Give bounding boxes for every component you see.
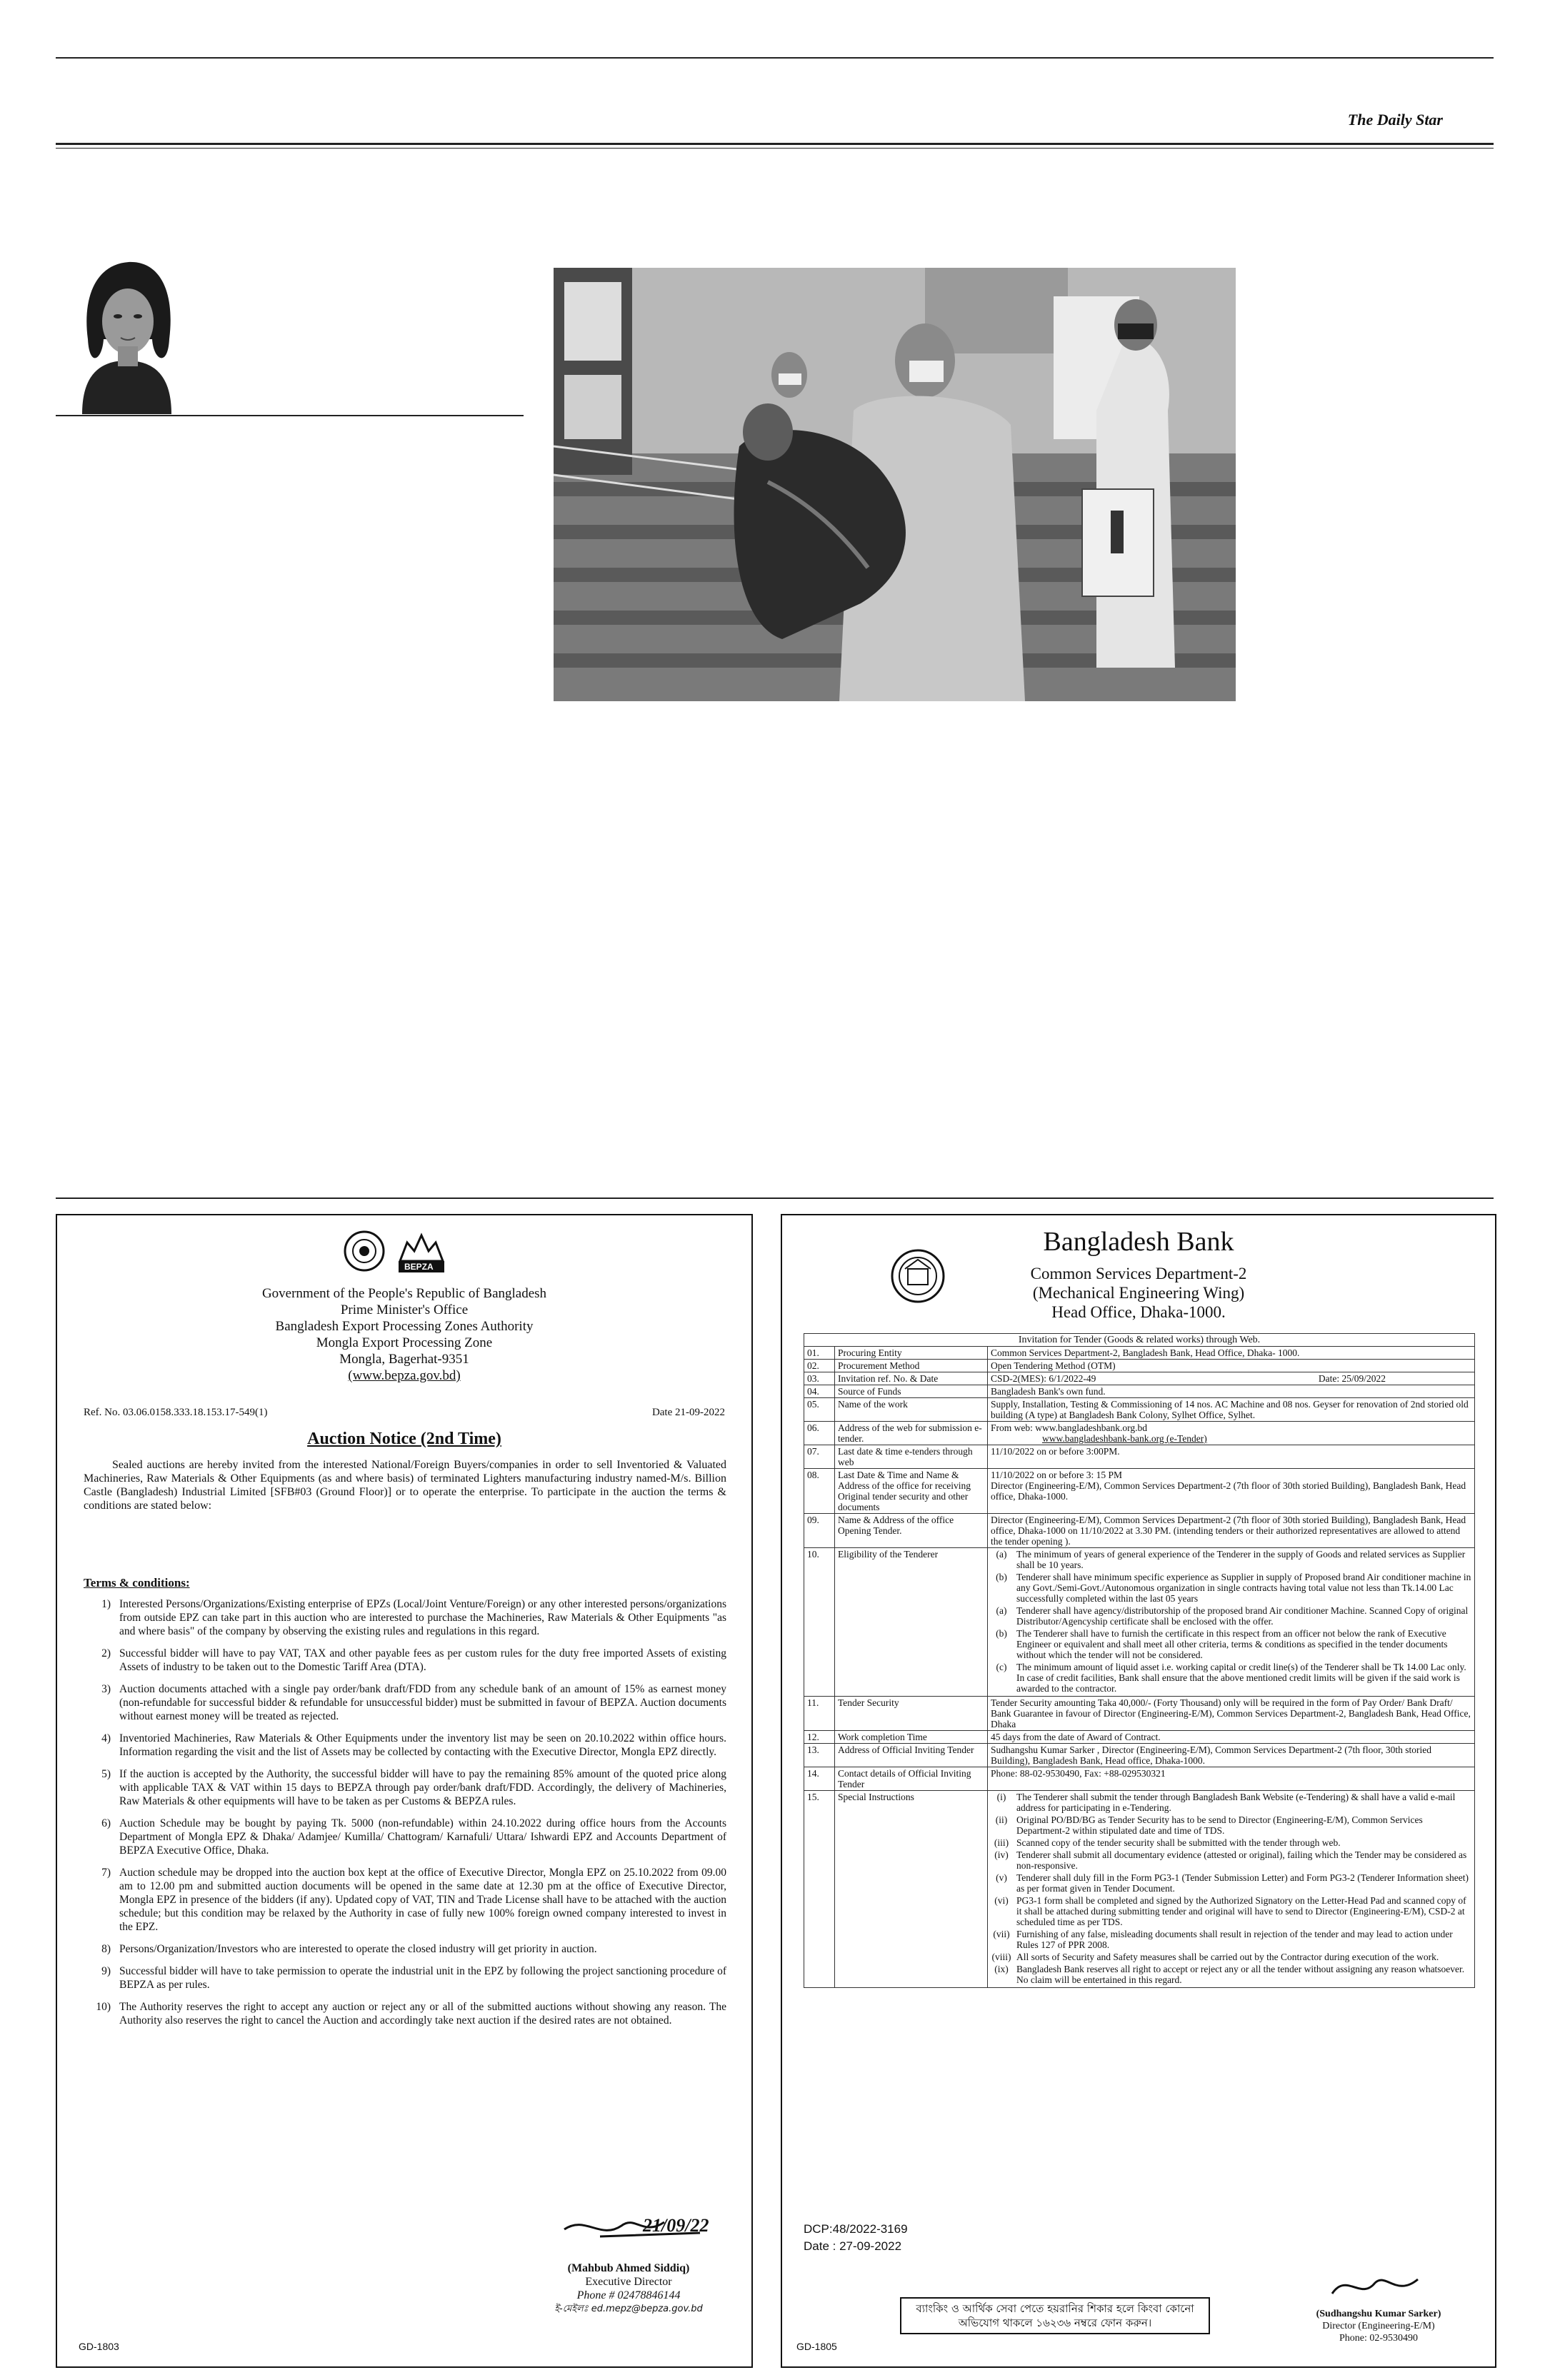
- section-rule: [56, 1197, 1494, 1199]
- term-item: 4) Inventoried Machineries, Raw Materials & Other Equipments under the inventory list may be seen on 20.10.2022 within office hours. Information regarding the visit and the list of Assets may be collected by contacting with the Executive Director, Mongla EPZ directly.: [101, 1732, 726, 1758]
- issuer-line-1: Government of the People's Republic of Bangladesh: [261, 1286, 547, 1301]
- term-item: 10) The Authority reserves the right to accept any auction or reject any or all of the submitted auctions without showing any reason. The Authority also reserves the right to cancel the Auction and accordingly take next auction if the desired rates are not obtained.: [96, 2001, 726, 2027]
- handwritten-signature: [557, 2201, 721, 2258]
- issuer-header: [57, 1285, 751, 1384]
- signer-title: Executive Director: [585, 2276, 672, 2288]
- table-row: 15. Special Instructions (i) The Tenderer shall submit the tender through Bangladesh Bank Website (e-Tendering) & shall have a valid e-mail address for participating in e-Tendering. (ii) Original PO/BD/BG as Tender Security has to be send to Director (Engineering-E/M), Common Services Department-2 within stipulated date and time of TDS. (iii) Scanned copy of the tender security shall be submitted with the tender through web. (iv) Tenderer shall submit all documentary evidence (attested or original), failing which the Tender may be considered as non-responsive. (v) Tenderer shall duly fill in the Form PG3-1 (Tender Submission Letter) and Form PG3-2 (Tenderer Information sheet) as per format given in Tender Document. (vi) PG3-1 form shall be completed and signed by the Authorized Signatory on the Letter-Head Pad and scanned copy of it shall be attached during submitting tender and original will have to send to Director (Engineering-E/M), CSD-2 at scheduled time as per TDS. (vii) Furnishing of any false, misleading documents shall result in rejection of the tender and may lead to action under Rules 127 of PPR 2008. (viii) All sorts of Security and Safety measures shall be carried out by the Contractor during execution of the work. (ix) Bangladesh Bank reserves all right to accept or reject any or all the tender without assigning any reason whatsoever. No claim will be entertained in this regard.: [804, 1791, 1475, 1988]
- term-item: 8) Persons/Organization/Investors who are interested to operate the closed industry will get priority in auction.: [101, 1943, 597, 1955]
- bank-title: Bangladesh Bank: [1043, 1227, 1234, 1257]
- terms-heading: Terms & conditions:: [84, 1576, 190, 1590]
- signer-phone: Phone: 02-9530490: [1339, 2333, 1419, 2344]
- masthead-rule-1: [56, 143, 1494, 145]
- table-row: 04. Source of Funds Bangladesh Bank's own fund.: [804, 1385, 1475, 1398]
- eligibility-list: [991, 1549, 1471, 1694]
- term-item: 6) Auction Schedule may be bought by paying Tk. 5000 (non-refundable) within 24.10.2022 during office hours from the Accounts Department of Mongla EPZ & Dhaka/ Adamjee/ Kumilla/ Chattogram/ Karnafuli/ Uttara/ Ishwardi EPZ and Accounts Department of BEPZA Executive Office, Dhaka.: [101, 1817, 726, 1857]
- terms-list: [84, 1597, 726, 2036]
- list-item: (a) The minimum of years of general experience of the Tenderer in the supply of Goods and related services as Supplier shall be 10 years.: [996, 1549, 1466, 1570]
- notice-title: Auction Notice (2nd Time): [307, 1430, 501, 1448]
- bepza-logo-icon: [393, 1228, 450, 1275]
- masthead-rule-2: [56, 148, 1494, 149]
- list-item: (b) Tenderer shall have minimum specific experience as Supplier in supply of Proposed brand Air conditioner machine in any Govt./Semi-Govt./Autonomous organization in single contracts having total value not less than Tk.14.00 Lac successfully completed within the last 05 years: [996, 1572, 1471, 1604]
- web-address-link[interactable]: From web: www.bangladeshbank.org.bd: [991, 1422, 1147, 1433]
- table-row: 01. Procuring Entity Common Services Department-2, Bangladesh Bank, Head Office, Dhaka- 1000.: [804, 1347, 1475, 1360]
- signer-title: Director (Engineering-E/M): [1322, 2321, 1435, 2331]
- table-row: 10. Eligibility of the Tenderer (a) The minimum of years of general experience of the Tenderer in the supply of Goods and related services as Supplier shall be 10 years. (b) Tenderer shall have minimum specific experience as Supplier in supply of Proposed brand Air conditioner machine in any Govt./Semi-Govt./Autonomous organization in single contracts having total value not less than Tk.14.00 Lac successfully completed within the last 05 years (a) Tenderer shall have agency/distributorship of the proposed brand Air conditioner Machine. Scanned Copy of original Distributor/Agencyship certificate shall be enclosed with the offer. (b) The Tenderer shall have to furnish the certificate in this respect from an officer not below the rank of Executive Engineer or equivalent and shall meet all other criteria, terms & conditions as specified in the tender documents without which the tender will not be considered. (c) The minimum amount of liquid asset i.e. working capital or credit line(s) of the Tenderer shall be Tk 14.00 Lac only. In case of credit facilities, Bank shall ensure that the above mentioned credit limits will be given if the said work is awarded to the contractor.: [804, 1548, 1475, 1697]
- table-row: 05. Name of the work Supply, Installation, Testing & Commissioning of 14 nos. AC Machine and 08 nos. Geyser for renovation of 2nd storied old building (A type) at Bangladesh Bank Colony, Sylhet Office, Sylhet.: [804, 1398, 1475, 1422]
- top-rule: [56, 57, 1494, 59]
- notice-intro: Sealed auctions are hereby invited from the interested National/Foreign Buyers/companies in order to sell Inventoried & Valuated Machineries, Raw Materials & Other Equipments (as and where basis) of terminated Lighters manufacturing industry named-M/s. Billion Castle (Bangladesh) Industrial Limited [SFB#03 (Ground Floor)] or to operate the enterprise. To participate in the auction the terms & conditions are stated below:: [84, 1459, 726, 1512]
- bank-subtitle-line: (Mechanical Engineering Wing): [1032, 1284, 1245, 1302]
- right-ad-code: GD-1805: [796, 2341, 837, 2352]
- issuer-line-3: Bangladesh Export Processing Zones Authority: [275, 1319, 534, 1334]
- list-item: (c) The minimum amount of liquid asset i.e. working capital or credit line(s) of the Tenderer shall be Tk 14.00 Lac only. In case of credit facilities, Bank shall ensure that the above mentioned credit limits will be given if the said work is awarded to the contractor.: [996, 1662, 1466, 1694]
- etender-link[interactable]: www.bangladeshbank-bank.org (e-Tender): [1042, 1433, 1207, 1444]
- list-item: (viii) All sorts of Security and Safety measures shall be carried out by the Contractor during execution of the work.: [991, 1952, 1439, 1962]
- special-instructions-list: [991, 1792, 1471, 1985]
- list-item: (ix) Bangladesh Bank reserves all right to accept or reject any or all the tender without assigning any reason whatsoever. No claim will be entertained in this regard.: [994, 1964, 1465, 1985]
- term-item: 9) Successful bidder will have to take permission to operate the industrial unit in the EPZ by following the project sanctioning procedure of BEPZA as per rules.: [101, 1965, 726, 1991]
- list-item: (iii) Scanned copy of the tender security shall be submitted with the tender through web.: [994, 1837, 1341, 1848]
- table-row: 11. Tender Security Tender Security amounting Taka 40,000/- (Forty Thousand) only will be required in the form of Pay Order/ Bank Draft/ Bank Guarantee in favour of Director (Engineering-E/M), Common Services Department-2, Bangladesh Bank, Head Office, Dhaka: [804, 1697, 1475, 1731]
- issuer-website-link[interactable]: (www.bepza.gov.bd): [348, 1368, 461, 1383]
- signer-name: (Mahbub Ahmed Siddiq): [567, 2262, 690, 2274]
- list-item: (a) Tenderer shall have agency/distributorship of the proposed brand Air conditioner Machine. Scanned Copy of original Distributor/Agencyship certificate shall be enclosed with the offer.: [996, 1605, 1469, 1627]
- table-row: 02. Procurement Method Open Tendering Method (OTM): [804, 1360, 1475, 1372]
- list-item: (ii) Original PO/BD/BG as Tender Security has to be send to Director (Engineering-E/M), Common Services Department-2 within stipulated date and time of TDS.: [995, 1814, 1423, 1836]
- list-item: (b) The Tenderer shall have to furnish the certificate in this respect from an officer not below the rank of Executive Engineer or equivalent and shall meet all other criteria, terms & conditions as specified in the tender documents without which the tender will not be considered.: [996, 1628, 1448, 1660]
- bank-signature: [1325, 2265, 1425, 2308]
- term-item: 3) Auction documents attached with a single pay order/bank draft/FDD from any schedule bank of an amount of 15% as earnest money (non-refundable for successful bidder & refundable for unsuccessful bidder) must be submitted in favour of BEPZA. Auction documents without earnest money will be treated as rejected.: [101, 1683, 726, 1722]
- signer-name: (Sudhangshu Kumar Sarker): [1316, 2309, 1441, 2319]
- left-ad-code: GD-1803: [79, 2341, 119, 2352]
- table-row: 03. Invitation ref. No. & Date CSD-2(MES): 6/1/2022-49 Date: 25/09/2022: [804, 1372, 1475, 1385]
- bank-subtitle-line: Head Office, Dhaka-1000.: [1051, 1303, 1226, 1321]
- dcp-number: DCP:48/2022-3169: [804, 2222, 908, 2236]
- term-item: 2) Successful bidder will have to pay VAT, TAX and other payable fees as per custom rules for the duty free imported Assets of existing Assets of industry to be taken out to the Domestic Tariff Area (DTA).: [101, 1647, 726, 1673]
- bank-subtitle-line: Common Services Department-2: [1030, 1265, 1247, 1282]
- table-row: 08. Last Date & Time and Name & Address of the office for receiving Original tender security and other documents 11/10/2022 on or before 3: 15 PM Director (Engineering-E/M), Common Services Department-2 (7th floor of 30th storied Building), Bangladesh Bank, Head office, Dhaka-1000.: [804, 1469, 1475, 1514]
- tender-table: [804, 1333, 1475, 1988]
- term-item: 5) If the auction is accepted by the Authority, the successful bidder will have to pay the remaining 85% amount of the quoted price along with applicable TAX & VAT within 15 days to BEPZA through pay order/bank draft/FDD. Accordingly, the delivery of Machineries, Raw Materials & other equipments will have to be taken as per Customs & BEPZA rules.: [101, 1768, 726, 1807]
- list-item: (vi) PG3-1 form shall be completed and signed by the Authorized Signatory on the Letter-Head Pad and scanned copy of it shall be attached during submitting tender and original will have to send to Director (Engineering-E/M), CSD-2 at scheduled time as per TDS.: [994, 1895, 1466, 1927]
- term-item: 1) Interested Persons/Organizations/Existing enterprise of EPZs (Local/Joint Venture/Foreign) or any other interested persons/organizations from outside EPZ can take part in this auction who are interested to purchase the Machineries, Raw Materials & Other Equipments "as and where basis" of the company by observing the existing rules and regulations in this regard.: [101, 1598, 726, 1637]
- table-caption: Invitation for Tender (Goods & related works) through Web.: [804, 1334, 1475, 1347]
- bangladesh-bank-tender: [781, 1214, 1496, 2368]
- bank-subtitle: [782, 1264, 1495, 1322]
- portrait-rule: [56, 415, 524, 416]
- table-row: [804, 1334, 1475, 1347]
- table-row: 09. Name & Address of the office Opening Tender. Director (Engineering-E/M), Common Services Department-2 (7th floor of 30th storied Building), Bangladesh Bank, Head office, Dhaka-1000 on 11/10/2022 at 3.30 PM. (intending tenders or their authorized representatives are allowed to attend the tender opening ).: [804, 1514, 1475, 1548]
- columnist-portrait: [68, 253, 186, 414]
- table-row: 14. Contact details of Official Inviting Tender Phone: 88-02-9530490, Fax: +88-029530321: [804, 1767, 1475, 1791]
- list-item: (iv) Tenderer shall submit all documentary evidence (attested or original), failing which the Tender may be considered as non-responsive.: [994, 1849, 1467, 1871]
- left-signer-block: [514, 2261, 743, 2316]
- complaint-hotline-notice: ব্যাংকিং ও আর্থিক সেবা পেতে হয়রানির শিকার হলে কিংবা কোনো অভিযোগ থাকলে ১৬২৩৬ নম্বরে ফোন করুন।: [900, 2297, 1210, 2334]
- issuer-line-5: Mongla, Bagerhat-9351: [339, 1352, 469, 1367]
- table-row: 07. Last date & time e-tenders through web 11/10/2022 on or before 3:00PM.: [804, 1445, 1475, 1469]
- news-photo: [554, 268, 1236, 701]
- table-row: 13. Address of Official Inviting Tender Sudhangshu Kumar Sarker , Director (Engineering-E/M), Common Services Department-2 (7th floor, 30th storied Building), Bangladesh Bank, Head office, Dhaka-1000.: [804, 1744, 1475, 1767]
- list-item: (i) The Tenderer shall submit the tender through Bangladesh Bank Website (e-Tendering) & shall have a valid e-mail address for participating in e-Tendering.: [996, 1792, 1456, 1813]
- table-row: 12. Work completion Time 45 days from the date of Award of Contract.: [804, 1731, 1475, 1744]
- signer-phone: Phone # 02478846144: [576, 2289, 681, 2301]
- list-item: (v) Tenderer shall duly fill in the Form PG3-1 (Tender Submission Letter) and Form PG3-2 (Tenderer Information sheet) as per format given in Tender Document.: [996, 1872, 1469, 1894]
- government-seal-icon: [343, 1230, 386, 1272]
- list-item: (vii) Furnishing of any false, misleading documents shall result in rejection of the tender and may lead to action under Rules 127 of PPR 2008.: [993, 1929, 1453, 1950]
- masthead: The Daily Star: [1347, 111, 1443, 129]
- bepza-logo-label: BEPZA: [404, 1262, 434, 1272]
- issuer-line-2: Prime Minister's Office: [340, 1302, 469, 1317]
- term-item: 7) Auction schedule may be dropped into the auction box kept at the office of Executive Director, Mongla EPZ on 25.10.2022 from 09.00 am to 12.00 pm and submitted auction documents will be opened in the same date at 12.30 pm at the office of Executive Director, Mongla EPZ in presence of the bidders (if any). Updated copy of VAT, TIN and Trade License shall have to be attached with the auction schedule; but this condition may be relaxed by the Authority in case of fully new 100% foreign owned company interested to invest in the EPZ.: [101, 1867, 726, 1933]
- reference-number: Ref. No. 03.06.0158.333.18.153.17-549(1): [84, 1407, 268, 1418]
- signature-date: 21/09/22: [643, 2215, 709, 2236]
- signer-email: ই-মেইলঃ ed.mepz@bepza.gov.bd: [554, 2304, 703, 2314]
- notice-date: Date 21-09-2022: [651, 1407, 725, 1418]
- table-row: 06. Address of the web for submission e-tender. From web: www.bangladeshbank.org.bd www.bangladeshbank-bank.org (e-Tender): [804, 1422, 1475, 1445]
- dcp-date: Date : 27-09-2022: [804, 2239, 902, 2253]
- bepza-auction-notice: [56, 1214, 753, 2368]
- issuer-line-4: Mongla Export Processing Zone: [316, 1335, 493, 1350]
- right-signer-block: [1282, 2308, 1475, 2344]
